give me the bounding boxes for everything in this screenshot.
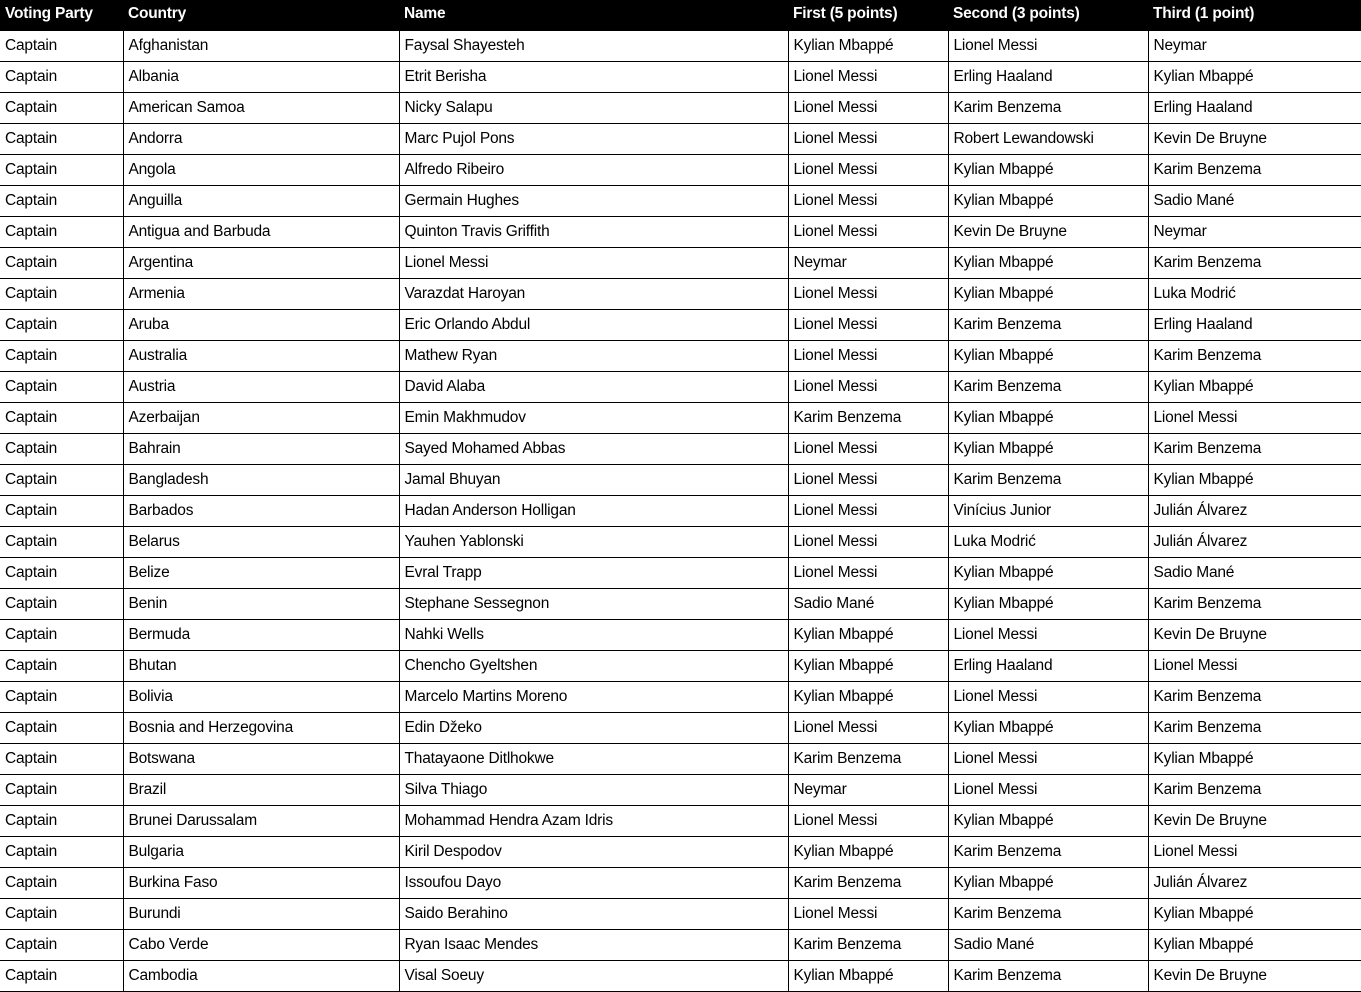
cell-third-choice: Sadio Mané bbox=[1148, 185, 1361, 216]
cell-third-choice: Karim Benzema bbox=[1148, 340, 1361, 371]
table-header bbox=[0, 0, 1361, 30]
cell-country: Cabo Verde bbox=[123, 929, 399, 960]
table-row bbox=[0, 836, 1361, 867]
cell-first-choice: Lionel Messi bbox=[788, 216, 948, 247]
cell-voting-party: Captain bbox=[0, 185, 123, 216]
cell-country: Armenia bbox=[123, 278, 399, 309]
cell-country: Bhutan bbox=[123, 650, 399, 681]
cell-third-choice: Kylian Mbappé bbox=[1148, 464, 1361, 495]
cell-third-choice: Sadio Mané bbox=[1148, 557, 1361, 588]
cell-second-choice: Karim Benzema bbox=[948, 371, 1148, 402]
cell-first-choice: Kylian Mbappé bbox=[788, 681, 948, 712]
cell-third-choice: Karim Benzema bbox=[1148, 681, 1361, 712]
cell-second-choice: Lionel Messi bbox=[948, 774, 1148, 805]
cell-first-choice: Lionel Messi bbox=[788, 340, 948, 371]
cell-name: Silva Thiago bbox=[399, 774, 788, 805]
cell-first-choice: Neymar bbox=[788, 774, 948, 805]
cell-third-choice: Luka Modrić bbox=[1148, 278, 1361, 309]
cell-voting-party: Captain bbox=[0, 495, 123, 526]
cell-country: Anguilla bbox=[123, 185, 399, 216]
cell-first-choice: Lionel Messi bbox=[788, 278, 948, 309]
cell-name: Kiril Despodov bbox=[399, 836, 788, 867]
cell-name: Yauhen Yablonski bbox=[399, 526, 788, 557]
cell-voting-party: Captain bbox=[0, 619, 123, 650]
cell-voting-party: Captain bbox=[0, 464, 123, 495]
column-header-second: Second (3 points) bbox=[948, 0, 1148, 30]
cell-third-choice: Kylian Mbappé bbox=[1148, 898, 1361, 929]
cell-second-choice: Kylian Mbappé bbox=[948, 588, 1148, 619]
cell-third-choice: Kevin De Bruyne bbox=[1148, 805, 1361, 836]
cell-second-choice: Robert Lewandowski bbox=[948, 123, 1148, 154]
table-row bbox=[0, 774, 1361, 805]
cell-name: Issoufou Dayo bbox=[399, 867, 788, 898]
cell-third-choice: Kevin De Bruyne bbox=[1148, 619, 1361, 650]
cell-country: Azerbaijan bbox=[123, 402, 399, 433]
cell-first-choice: Lionel Messi bbox=[788, 557, 948, 588]
cell-voting-party: Captain bbox=[0, 650, 123, 681]
cell-third-choice: Karim Benzema bbox=[1148, 712, 1361, 743]
cell-name: Chencho Gyeltshen bbox=[399, 650, 788, 681]
cell-third-choice: Karim Benzema bbox=[1148, 433, 1361, 464]
cell-name: Etrit Berisha bbox=[399, 61, 788, 92]
table-row bbox=[0, 61, 1361, 92]
cell-first-choice: Lionel Messi bbox=[788, 92, 948, 123]
table-row bbox=[0, 123, 1361, 154]
cell-country: Australia bbox=[123, 340, 399, 371]
cell-voting-party: Captain bbox=[0, 433, 123, 464]
cell-second-choice: Kylian Mbappé bbox=[948, 247, 1148, 278]
cell-country: Belarus bbox=[123, 526, 399, 557]
cell-first-choice: Kylian Mbappé bbox=[788, 836, 948, 867]
cell-country: American Samoa bbox=[123, 92, 399, 123]
cell-third-choice: Julián Álvarez bbox=[1148, 526, 1361, 557]
cell-name: Stephane Sessegnon bbox=[399, 588, 788, 619]
column-header-third: Third (1 point) bbox=[1148, 0, 1361, 30]
cell-name: Ryan Isaac Mendes bbox=[399, 929, 788, 960]
cell-name: Alfredo Ribeiro bbox=[399, 154, 788, 185]
cell-third-choice: Kylian Mbappé bbox=[1148, 929, 1361, 960]
cell-third-choice: Kevin De Bruyne bbox=[1148, 960, 1361, 991]
cell-name: Quinton Travis Griffith bbox=[399, 216, 788, 247]
cell-name: Marc Pujol Pons bbox=[399, 123, 788, 154]
cell-country: Brazil bbox=[123, 774, 399, 805]
table-row bbox=[0, 154, 1361, 185]
cell-voting-party: Captain bbox=[0, 836, 123, 867]
cell-name: Varazdat Haroyan bbox=[399, 278, 788, 309]
cell-name: Germain Hughes bbox=[399, 185, 788, 216]
cell-first-choice: Kylian Mbappé bbox=[788, 619, 948, 650]
cell-first-choice: Karim Benzema bbox=[788, 929, 948, 960]
cell-second-choice: Karim Benzema bbox=[948, 898, 1148, 929]
cell-name: Visal Soeuy bbox=[399, 960, 788, 991]
cell-second-choice: Kylian Mbappé bbox=[948, 712, 1148, 743]
table-row bbox=[0, 805, 1361, 836]
cell-voting-party: Captain bbox=[0, 123, 123, 154]
table-row bbox=[0, 340, 1361, 371]
cell-third-choice: Kylian Mbappé bbox=[1148, 61, 1361, 92]
cell-first-choice: Lionel Messi bbox=[788, 464, 948, 495]
cell-second-choice: Kylian Mbappé bbox=[948, 185, 1148, 216]
cell-voting-party: Captain bbox=[0, 30, 123, 61]
table-row bbox=[0, 216, 1361, 247]
cell-name: Mathew Ryan bbox=[399, 340, 788, 371]
cell-voting-party: Captain bbox=[0, 526, 123, 557]
cell-name: Marcelo Martins Moreno bbox=[399, 681, 788, 712]
cell-third-choice: Lionel Messi bbox=[1148, 650, 1361, 681]
cell-voting-party: Captain bbox=[0, 371, 123, 402]
cell-first-choice: Lionel Messi bbox=[788, 185, 948, 216]
cell-voting-party: Captain bbox=[0, 681, 123, 712]
cell-first-choice: Karim Benzema bbox=[788, 867, 948, 898]
cell-country: Bangladesh bbox=[123, 464, 399, 495]
cell-first-choice: Lionel Messi bbox=[788, 371, 948, 402]
cell-first-choice: Lionel Messi bbox=[788, 805, 948, 836]
table-row bbox=[0, 495, 1361, 526]
cell-first-choice: Lionel Messi bbox=[788, 495, 948, 526]
cell-country: Brunei Darussalam bbox=[123, 805, 399, 836]
cell-second-choice: Lionel Messi bbox=[948, 30, 1148, 61]
cell-third-choice: Karim Benzema bbox=[1148, 154, 1361, 185]
cell-first-choice: Lionel Messi bbox=[788, 526, 948, 557]
cell-first-choice: Lionel Messi bbox=[788, 123, 948, 154]
cell-third-choice: Lionel Messi bbox=[1148, 402, 1361, 433]
cell-country: Angola bbox=[123, 154, 399, 185]
cell-first-choice: Lionel Messi bbox=[788, 61, 948, 92]
cell-country: Bermuda bbox=[123, 619, 399, 650]
cell-third-choice: Karim Benzema bbox=[1148, 247, 1361, 278]
cell-third-choice: Erling Haaland bbox=[1148, 309, 1361, 340]
cell-voting-party: Captain bbox=[0, 340, 123, 371]
cell-second-choice: Vinícius Junior bbox=[948, 495, 1148, 526]
cell-third-choice: Kevin De Bruyne bbox=[1148, 123, 1361, 154]
cell-first-choice: Kylian Mbappé bbox=[788, 30, 948, 61]
cell-country: Belize bbox=[123, 557, 399, 588]
cell-second-choice: Karim Benzema bbox=[948, 92, 1148, 123]
cell-name: Faysal Shayesteh bbox=[399, 30, 788, 61]
cell-voting-party: Captain bbox=[0, 712, 123, 743]
cell-country: Cambodia bbox=[123, 960, 399, 991]
cell-third-choice: Karim Benzema bbox=[1148, 774, 1361, 805]
cell-third-choice: Erling Haaland bbox=[1148, 92, 1361, 123]
table-row bbox=[0, 433, 1361, 464]
cell-second-choice: Kevin De Bruyne bbox=[948, 216, 1148, 247]
cell-country: Bolivia bbox=[123, 681, 399, 712]
table-row bbox=[0, 185, 1361, 216]
cell-voting-party: Captain bbox=[0, 216, 123, 247]
cell-third-choice: Kylian Mbappé bbox=[1148, 371, 1361, 402]
column-header-name: Name bbox=[399, 0, 788, 30]
table-row bbox=[0, 92, 1361, 123]
cell-country: Afghanistan bbox=[123, 30, 399, 61]
cell-country: Benin bbox=[123, 588, 399, 619]
column-header-voting-party: Voting Party bbox=[0, 0, 123, 30]
cell-voting-party: Captain bbox=[0, 743, 123, 774]
cell-name: Sayed Mohamed Abbas bbox=[399, 433, 788, 464]
cell-second-choice: Erling Haaland bbox=[948, 650, 1148, 681]
cell-voting-party: Captain bbox=[0, 309, 123, 340]
cell-name: Saido Berahino bbox=[399, 898, 788, 929]
table-row bbox=[0, 402, 1361, 433]
cell-third-choice: Neymar bbox=[1148, 30, 1361, 61]
table-row bbox=[0, 650, 1361, 681]
cell-first-choice: Neymar bbox=[788, 247, 948, 278]
cell-country: Austria bbox=[123, 371, 399, 402]
cell-voting-party: Captain bbox=[0, 588, 123, 619]
cell-first-choice: Lionel Messi bbox=[788, 433, 948, 464]
cell-voting-party: Captain bbox=[0, 154, 123, 185]
table-row bbox=[0, 681, 1361, 712]
cell-name: Lionel Messi bbox=[399, 247, 788, 278]
table-body bbox=[0, 30, 1361, 991]
cell-country: Burundi bbox=[123, 898, 399, 929]
cell-name: Nahki Wells bbox=[399, 619, 788, 650]
cell-second-choice: Karim Benzema bbox=[948, 464, 1148, 495]
cell-first-choice: Lionel Messi bbox=[788, 154, 948, 185]
cell-third-choice: Julián Álvarez bbox=[1148, 867, 1361, 898]
table-row bbox=[0, 557, 1361, 588]
cell-voting-party: Captain bbox=[0, 61, 123, 92]
cell-name: Eric Orlando Abdul bbox=[399, 309, 788, 340]
cell-voting-party: Captain bbox=[0, 247, 123, 278]
table-row bbox=[0, 309, 1361, 340]
cell-second-choice: Karim Benzema bbox=[948, 836, 1148, 867]
column-header-country: Country bbox=[123, 0, 399, 30]
cell-first-choice: Lionel Messi bbox=[788, 309, 948, 340]
cell-second-choice: Kylian Mbappé bbox=[948, 867, 1148, 898]
cell-third-choice: Julián Álvarez bbox=[1148, 495, 1361, 526]
cell-second-choice: Kylian Mbappé bbox=[948, 433, 1148, 464]
cell-name: Jamal Bhuyan bbox=[399, 464, 788, 495]
cell-name: Mohammad Hendra Azam Idris bbox=[399, 805, 788, 836]
cell-country: Bahrain bbox=[123, 433, 399, 464]
cell-country: Aruba bbox=[123, 309, 399, 340]
cell-first-choice: Lionel Messi bbox=[788, 898, 948, 929]
cell-second-choice: Kylian Mbappé bbox=[948, 278, 1148, 309]
cell-first-choice: Kylian Mbappé bbox=[788, 650, 948, 681]
cell-name: Edin Džeko bbox=[399, 712, 788, 743]
cell-name: Evral Trapp bbox=[399, 557, 788, 588]
cell-second-choice: Lionel Messi bbox=[948, 681, 1148, 712]
cell-first-choice: Karim Benzema bbox=[788, 743, 948, 774]
cell-country: Albania bbox=[123, 61, 399, 92]
cell-voting-party: Captain bbox=[0, 960, 123, 991]
cell-second-choice: Karim Benzema bbox=[948, 960, 1148, 991]
cell-name: Thatayaone Ditlhokwe bbox=[399, 743, 788, 774]
cell-first-choice: Lionel Messi bbox=[788, 712, 948, 743]
table-row bbox=[0, 898, 1361, 929]
cell-country: Bulgaria bbox=[123, 836, 399, 867]
table-row bbox=[0, 743, 1361, 774]
cell-second-choice: Karim Benzema bbox=[948, 309, 1148, 340]
cell-voting-party: Captain bbox=[0, 92, 123, 123]
cell-country: Barbados bbox=[123, 495, 399, 526]
cell-second-choice: Kylian Mbappé bbox=[948, 557, 1148, 588]
cell-second-choice: Luka Modrić bbox=[948, 526, 1148, 557]
cell-name: Hadan Anderson Holligan bbox=[399, 495, 788, 526]
cell-second-choice: Lionel Messi bbox=[948, 619, 1148, 650]
cell-country: Argentina bbox=[123, 247, 399, 278]
cell-name: David Alaba bbox=[399, 371, 788, 402]
cell-third-choice: Kylian Mbappé bbox=[1148, 743, 1361, 774]
cell-voting-party: Captain bbox=[0, 278, 123, 309]
cell-second-choice: Lionel Messi bbox=[948, 743, 1148, 774]
cell-voting-party: Captain bbox=[0, 805, 123, 836]
table-row bbox=[0, 588, 1361, 619]
cell-country: Andorra bbox=[123, 123, 399, 154]
table-row bbox=[0, 371, 1361, 402]
cell-voting-party: Captain bbox=[0, 557, 123, 588]
table-row bbox=[0, 867, 1361, 898]
table-header-row bbox=[0, 0, 1361, 30]
cell-country: Botswana bbox=[123, 743, 399, 774]
cell-second-choice: Kylian Mbappé bbox=[948, 154, 1148, 185]
cell-name: Emin Makhmudov bbox=[399, 402, 788, 433]
table-row bbox=[0, 526, 1361, 557]
cell-first-choice: Kylian Mbappé bbox=[788, 960, 948, 991]
cell-country: Antigua and Barbuda bbox=[123, 216, 399, 247]
cell-voting-party: Captain bbox=[0, 774, 123, 805]
cell-first-choice: Karim Benzema bbox=[788, 402, 948, 433]
table-row bbox=[0, 960, 1361, 991]
table-row bbox=[0, 247, 1361, 278]
cell-first-choice: Sadio Mané bbox=[788, 588, 948, 619]
table-row bbox=[0, 712, 1361, 743]
cell-second-choice: Kylian Mbappé bbox=[948, 402, 1148, 433]
column-header-first: First (5 points) bbox=[788, 0, 948, 30]
cell-voting-party: Captain bbox=[0, 402, 123, 433]
table-row bbox=[0, 278, 1361, 309]
cell-third-choice: Neymar bbox=[1148, 216, 1361, 247]
cell-voting-party: Captain bbox=[0, 898, 123, 929]
cell-country: Burkina Faso bbox=[123, 867, 399, 898]
cell-name: Nicky Salapu bbox=[399, 92, 788, 123]
cell-second-choice: Kylian Mbappé bbox=[948, 340, 1148, 371]
cell-voting-party: Captain bbox=[0, 867, 123, 898]
cell-second-choice: Kylian Mbappé bbox=[948, 805, 1148, 836]
cell-third-choice: Lionel Messi bbox=[1148, 836, 1361, 867]
cell-voting-party: Captain bbox=[0, 929, 123, 960]
table-row bbox=[0, 30, 1361, 61]
table-row bbox=[0, 929, 1361, 960]
cell-second-choice: Sadio Mané bbox=[948, 929, 1148, 960]
table-row bbox=[0, 464, 1361, 495]
cell-second-choice: Erling Haaland bbox=[948, 61, 1148, 92]
cell-country: Bosnia and Herzegovina bbox=[123, 712, 399, 743]
cell-third-choice: Karim Benzema bbox=[1148, 588, 1361, 619]
table-row bbox=[0, 619, 1361, 650]
